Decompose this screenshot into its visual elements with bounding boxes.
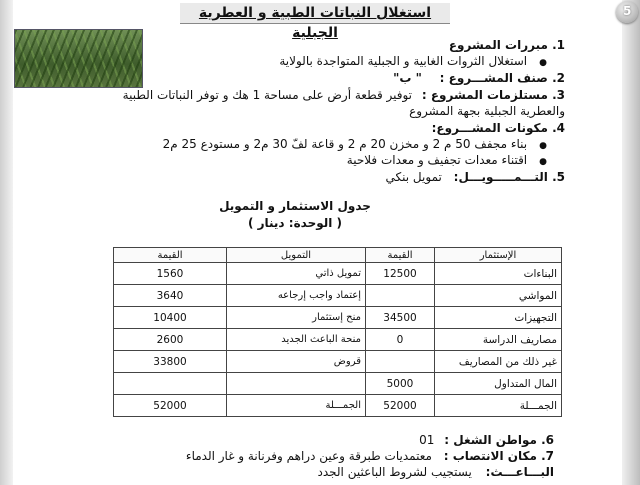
cell: تمويل ذاتي — [227, 263, 366, 285]
s3-row — [123, 88, 565, 103]
cell: 1560 — [114, 263, 227, 285]
slide-number-badge — [616, 1, 638, 23]
s3-value-line2: والعطرية الجبلية بجهة المشروع — [409, 104, 565, 118]
s7-heading: 7. مكان الانتصاب : — [443, 449, 554, 463]
s2-value: " ب" — [393, 71, 422, 85]
table-caption — [195, 198, 395, 232]
cell: 33800 — [114, 351, 227, 373]
table-row — [114, 285, 562, 307]
s4-bullet-2 — [347, 153, 547, 170]
cell: منح إستثمار — [227, 307, 366, 329]
plants-photo — [14, 29, 143, 88]
s5-heading: 5. التـــمـــــويـــل: — [453, 170, 565, 184]
table-caption-unit: ( الوحدة: دينار ) — [247, 216, 343, 230]
slide-number: 5 — [623, 4, 632, 18]
cell: 12500 — [366, 263, 435, 285]
header-value: القيمة — [366, 248, 435, 263]
s2-heading: 2. صنف المشـــروع : — [439, 71, 565, 85]
cell: منحة الباعث الجديد — [227, 329, 366, 351]
cell — [366, 351, 435, 373]
cell: الجمـــلة — [227, 395, 366, 417]
table-row — [114, 329, 562, 351]
bullet-icon: ● — [539, 141, 547, 151]
s8-value: يستجيب لشروط الباعثين الجدد — [317, 465, 472, 479]
cell: المال المتداول — [435, 373, 562, 395]
cell: 3640 — [114, 285, 227, 307]
header-investment: الإستثمار — [435, 248, 562, 263]
s3-value-line1: توفير قطعة أرض على مساحة 1 هك و توفر النباتات الطبية — [122, 88, 413, 102]
page-title: استغلال النباتات الطبية و العطرية الجبلية — [180, 3, 450, 24]
table-row — [114, 351, 562, 373]
cell — [227, 373, 366, 395]
s4-bullet-1-text: بناء مجفف 50 م 2 و مخزن 20 م 2 و قاعة لفّ 30 م2 و مستودع 25 م2 — [162, 137, 528, 151]
right-decorative-bar — [622, 0, 640, 485]
cell: غير ذلك من المصاريف — [435, 351, 562, 373]
left-decorative-bar — [0, 0, 13, 485]
cell: قروض — [227, 351, 366, 373]
s2-row — [393, 71, 565, 86]
cell: 10400 — [114, 307, 227, 329]
cell — [114, 373, 227, 395]
cell: 0 — [366, 329, 435, 351]
table-row — [114, 307, 562, 329]
table-row — [114, 263, 562, 285]
table-total-row — [114, 395, 562, 417]
bullet-icon: ● — [539, 58, 547, 68]
s8-row — [318, 465, 555, 480]
s1-heading: 1. مبررات المشروع — [448, 38, 565, 52]
cell: 5000 — [366, 373, 435, 395]
s6-heading: 6. مواطن الشغل : — [444, 433, 554, 447]
s5-value: تمويل بنكي — [385, 170, 442, 184]
header-financing: التمويل — [227, 248, 366, 263]
cell — [366, 285, 435, 307]
s4-bullet-2-text: اقتناء معدات تجفيف و معدات فلاحية — [346, 153, 528, 167]
cell: 52000 — [366, 395, 435, 417]
s7-value: معتمديات طبرقة وعين دراهم وفرنانة و غار الدماء — [185, 449, 432, 463]
s6-row — [419, 433, 554, 448]
s8-heading: البـــاعـــث: — [485, 465, 554, 479]
s1-bullet — [279, 54, 547, 71]
cell: الجمـــلة — [435, 395, 562, 417]
cell: 34500 — [366, 307, 435, 329]
s3-heading: 3. مستلزمات المشروع : — [421, 88, 565, 102]
cell: المواشي — [435, 285, 562, 307]
s4-heading: 4. مكونات المشـــروع: — [431, 121, 565, 135]
cell: إعتماد واجب إرجاعه — [227, 285, 366, 307]
table-caption-title: جدول الاستثمار و التمويل — [219, 199, 371, 213]
s5-row — [386, 170, 565, 185]
cell: 2600 — [114, 329, 227, 351]
cell: 52000 — [114, 395, 227, 417]
table-row — [114, 373, 562, 395]
bullet-icon: ● — [539, 157, 547, 167]
s7-row — [186, 449, 554, 464]
cell: التجهيزات — [435, 307, 562, 329]
table-header-row — [114, 248, 562, 263]
s1-bullet-text: استغلال الثروات الغابية و الجبلية المتواجدة بالولاية — [279, 54, 528, 68]
s4-bullet-1 — [163, 137, 547, 154]
cell: البناءات — [435, 263, 562, 285]
header-value: القيمة — [114, 248, 227, 263]
cell: مصاريف الدراسة — [435, 329, 562, 351]
investment-financing-table — [113, 247, 562, 417]
s6-value: 01 — [419, 433, 435, 447]
